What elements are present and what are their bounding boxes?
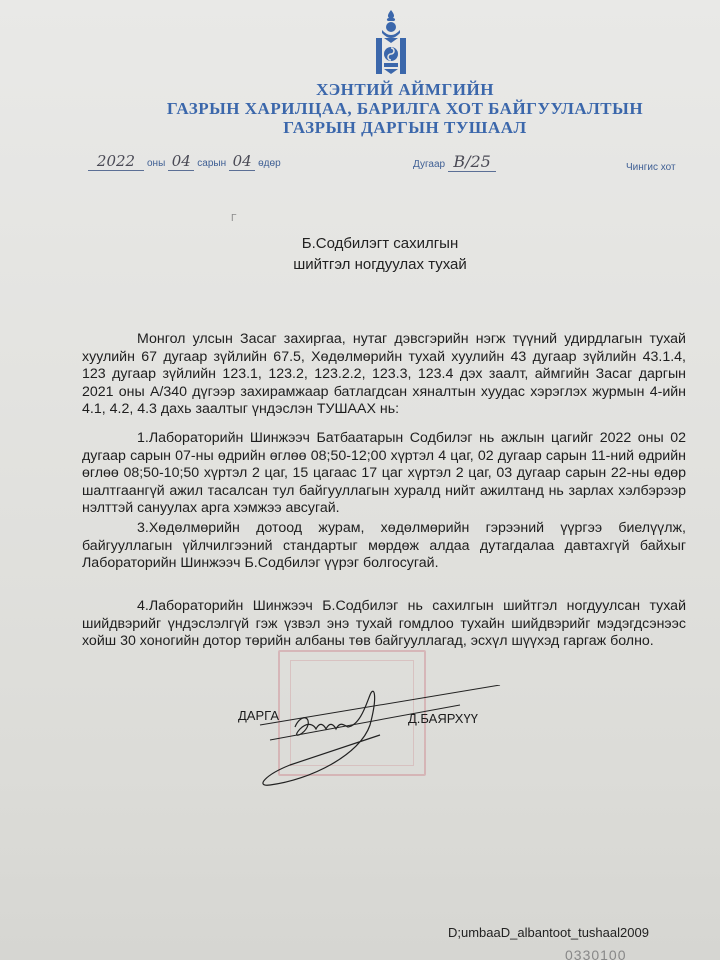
paragraph-text: 1.Лабораторийн Шинжээч Батбаатарын Содбилэг нь ажлын цагийг 2022 оны 02 дугаар сарын 07-ны өдрийн өглөө 08;50-12;00 хүртэл 4 цаг, 02 дугаар сарын 11-ний өдрийн өглөө 08;50-10;50 хүртэл 2 цаг, 15 цагаас 17 цаг хүртэл 2 цаг, 03 дугаар сарын 22-ны өдөр шалтгаангүй ажил тасалсан тул байгууллагын хуралд нийт ажилтанд нь зарлах хэлбэрээр нэлттэй сануулах арга хэмжээ авсугай. xyxy=(82,430,686,517)
header-line-order-title: ГАЗРЫН ДАРГЫН ТУШААЛ xyxy=(283,118,527,137)
date-line xyxy=(88,152,284,171)
soyombo-emblem-icon xyxy=(372,8,410,78)
corner-mark: Г xyxy=(231,213,237,224)
footer-filename: D;umbaaD_albantoot_tushaal2009 xyxy=(448,925,649,940)
order-clause-4 xyxy=(82,598,686,651)
signatory-role: ДАРГА xyxy=(238,708,279,723)
paragraph-text: 3.Хөдөлмөрийн дотоод журам, хөдөлмөрийн гэрээний үүргээ биелүүлж, байгууллагын үйлчилгээний стандартыг мөрдөж алдаа дутагдалаа давтахгүй байхыг Лабораторийн Шинжээч Б.Содбилэг үүрэг болгосугай. xyxy=(82,520,686,572)
signatory-name: Д.БАЯРХҮҮ xyxy=(408,711,478,726)
date-month: 04 xyxy=(168,152,194,171)
order-subject xyxy=(0,233,720,275)
date-year: 2022 xyxy=(88,152,144,171)
handwritten-signature xyxy=(250,685,510,795)
order-number-value: В/25 xyxy=(448,152,496,172)
date-year-label: оны xyxy=(147,158,166,169)
header-line-department: ГАЗРЫН ХАРИЛЦАА, БАРИЛГА ХОТ БАЙГУУЛАЛТЫН xyxy=(166,99,644,118)
order-number-label: Дугаар xyxy=(413,159,446,170)
date-month-label: сарын xyxy=(197,158,227,169)
date-day: 04 xyxy=(229,152,255,171)
preamble-paragraph xyxy=(82,331,686,419)
subject-line-2: шийтгэл ногдуулах тухай xyxy=(293,256,467,273)
paragraph-text: Монгол улсын Засаг захиргаа, нутаг дэвсгэрийн нэгж түүний удирдлагын тухай хуулийн 67 дугаар зүйлийн 67.5, Хөдөлмөрийн тухай хуулийн 43 дугаар зүйлийн 43.1.4, 123 дугаар зүйлийн 123.1, 123.2, 123.2.2, 123.3, 123.4 дэх заалт, аймгийн Засаг даргын 2021 оны А/340 дүгээр захирамжаар батлагдсан хяналтын хуудас хэрэглэх журмын 4-ийн 4.1, 4.2, 4.3 дахь заалтыг үндэслэн ТУШААХ нь: xyxy=(82,331,686,418)
footer-partial-number: 0330100 xyxy=(565,950,627,960)
paragraph-text: 4.Лабораторийн Шинжээч Б.Содбилэг нь сахилгын шийтгэл ногдуулсан тухай шийдвэрийг үндэслэлгүй гэж үзвэл энэ тухай гомдлоо тухайн шийдвэрийг мэдэгдсэнээс хойш 30 хоногийн дотор төрийн албаны төв байгууллагад, эсхүл шүүхэд гаргаж болно. xyxy=(82,598,686,650)
subject-line-1: Б.Содбилэгт сахилгын xyxy=(301,235,459,252)
order-clause-1 xyxy=(82,430,686,518)
city-name: Чингис хот xyxy=(626,162,676,173)
order-number-line xyxy=(410,152,496,172)
date-day-label: өдөр xyxy=(258,158,281,169)
order-clause-3 xyxy=(82,520,686,573)
header-line-aimag: ХЭНТИЙ АЙМГИЙН xyxy=(316,80,494,99)
